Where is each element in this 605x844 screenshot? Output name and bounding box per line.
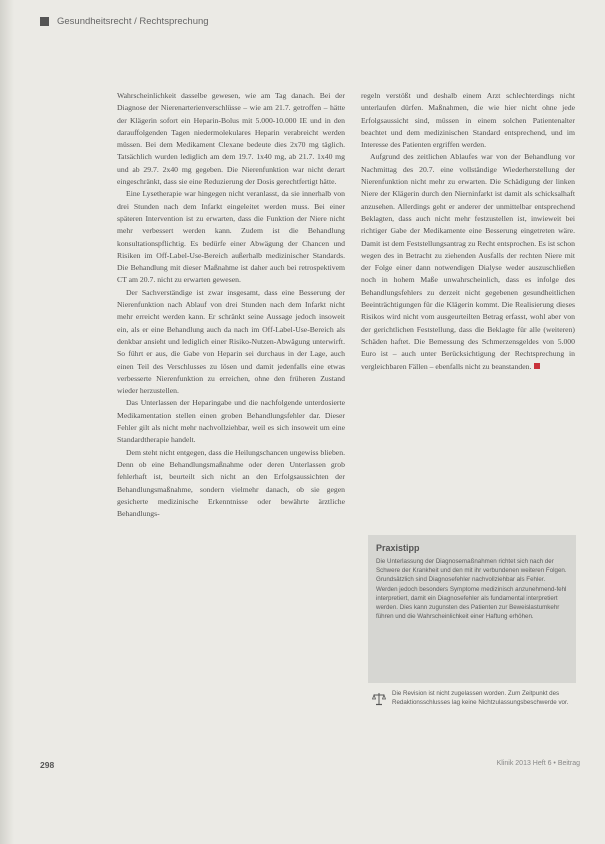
practice-tip-text: Die Unterlassung der Diagnosemaßnahmen richtet sich nach der Schwere der Krankheit und den mit ihr verbundenen weiteren Folgen. Grundsätzlich sind Diagnosefehler nachvollziehbar als Fehler. Werden jedoch besonders Symptome medizinisch anzunehmend-fehl interpretiert, damit ein Diagnosefehler als fundamental interpretiert werden. Dies kann zugunsten des Patienten zur Beweislastumkehr führen und die Wahrscheinlichkeit einer Haftung erhöhen. — [376, 558, 567, 621]
left-text-column — [117, 90, 345, 520]
body-paragraph: regeln verstößt und deshalb einem Arzt schlechterdings nicht unterlaufen dürfen. Maßnahmen, die wie hier nicht ohne jede Erfolgsaussicht sind, müssen in einem solchen Patientenalter beachtet und dem medizinischen Standard entsprechend, und im Interesse des Patienten ergriffen werden. — [361, 91, 575, 150]
practice-tip-title: Praxistipp — [376, 543, 420, 553]
right-text-column — [361, 90, 575, 373]
page-edge-shadow — [0, 0, 14, 844]
body-paragraph-text: Aufgrund des zeitlichen Ablaufes war von der Behandlung vor Nachmittag des 20.7. eine vollständige Wiederherstellung der Nierenfunktion nicht mehr zu erwarten. Die Schädigung der linken Niere der Klägerin durch den Nierninfarkt ist damit als schicksalhaft anzusehen. Allerdings geht er anderer der unmittelbar entsprechend Beklagten, dass auch nicht mehr festzustellen ist, inwieweit bei richtiger Gabe der Medikamente eine Besserung eingetreten wäre. Damit ist dem Feststellungsantrag zu Recht entsprochen. Es ist schon wegen des in Betracht zu ziehenden Ausfalls der rechten Niere mit der Folge einer dann notwendigen Dialyse weder auszuschließen noch in hohem Maße unwahrscheinlich, dass es infolge des Behandlungsfehlers zu derzeit nicht gegebenen gesundheitlichen Beeinträchtigungen für die Klägerin kommt. Die Realisierung dieses Risikos wird nicht vom ausgeurteilten Betrag erfasst, wohl aber von der gerichtlichen Feststellung, dass die Beklagte für alle (weiteren) Schäden haftet. Die Bemessung des Schmerzensgeldes von 5.000 Euro ist – auch unter Berücksichtigung der Rechtsprechung in vergleichbaren Fällen – ebenfalls nicht zu beanstanden. — [361, 152, 575, 371]
article-end-mark — [534, 363, 540, 369]
page-footer — [40, 760, 580, 772]
body-paragraph: Dem steht nicht entgegen, dass die Heilungschancen ungewiss blieben. Denn ob eine Behandlungsmaßnahme oder deren Unterlassen grob fehlerhaft ist, beurteilt sich nicht an den Erfolgsaussichten der Behandlungsmaßnahme, sondern vielmehr danach, ob sie gegen gesicherte medizinische Erkenntnisse oder bewährte ärztliche Behandlungs- — [117, 447, 345, 519]
scales-of-justice-icon — [372, 692, 386, 706]
body-paragraph: Wahrscheinlichkeit dasselbe gewesen, wie am Tag danach. Bei der Diagnose der Nierenarterienverschlüsse – wie am 21.7. getroffen – hätte der Klägerin sofort ein Heparin-Bolus mit 5.000-10.000 IE und in den darauffolgenden Tagen niedermolekulares Heparin verabreicht werden müssen. Bei dem Medikament Clexane bedeute dies 2x70 mg täglich. Tatsächlich wurden lediglich am dem 19.7. 1x40 mg, ab 21.7. 1x40 mg und ab 29.7. 2x40 mg gegeben. Die Nierenfunktion war nicht derart eingeschränkt, dass sie eine Reduzierung der Dosis gerechtfertigt hätte. — [117, 91, 345, 187]
footer-reference: Klinik 2013 Heft 6 • Beitrag — [496, 760, 580, 767]
header-square-marker — [40, 17, 49, 26]
body-paragraph: Eine Lysetherapie war hingegen nicht veranlasst, da sie innerhalb von drei Stunden nach dem Infarkt eingeleitet werden muss. Bei einer späteren Intervention ist zu erwarten, dass die Funktion der Niere nicht mehr verbessert werden kann. Zudem ist die Behandlung konsultationspflichtig. Es bedürfe einer Abwägung der Chancen und Risiken im Off-Label-Use-Bereich außerhalb medizinischer Standards. Die Behandlung mit dieser Maßnahme ist daher auch bei retrospektivem CT am 20.7. nicht zu erwarten gewesen. — [117, 189, 345, 285]
header-title: Gesundheitsrecht / Rechtsprechung — [57, 15, 209, 27]
revision-note-text: Die Revision ist nicht zugelassen worden. Zum Zeitpunkt des Redaktionsschlusses lag keine Nichtzulassungsbeschwerde vor. — [392, 690, 569, 706]
running-header — [40, 14, 580, 28]
revision-note — [370, 690, 576, 724]
page-number: 298 — [40, 760, 55, 770]
body-paragraph — [361, 151, 575, 372]
body-paragraph: Das Unterlassen der Heparingabe und die nachfolgende unterdosierte Medikamentation stellen einen groben Behandlungsfehler dar. Dieser Fehler gilt als nicht mehr nachvollziehbar, weil es sich insoweit um eine Standardtherapie handelt. — [117, 398, 345, 445]
body-paragraph: Der Sachverständige ist zwar insgesamt, dass eine Besserung der Nierenfunktion nach Ablauf von drei Stunden nach dem Infarkt nicht mehr erreicht werden kann. Er schränkt seine Aussage jedoch insoweit ein, als er eine Behandlung auch da nach im Off-Label-Use-Bereich als denkbar ansieht und lediglich einer Risiko-Nutzen-Abwägung unterwirft. So führt er aus, die Gabe von Heparin sei durchaus in der Lage, auch einen Teil des Verschlusses zu lösen und damit jedenfalls eine etwas verbesserte Nierenfunktion zu erreichen, ohne den früheren Zustand wieder herzustellen. — [117, 287, 345, 396]
practice-tip-box — [368, 535, 576, 683]
